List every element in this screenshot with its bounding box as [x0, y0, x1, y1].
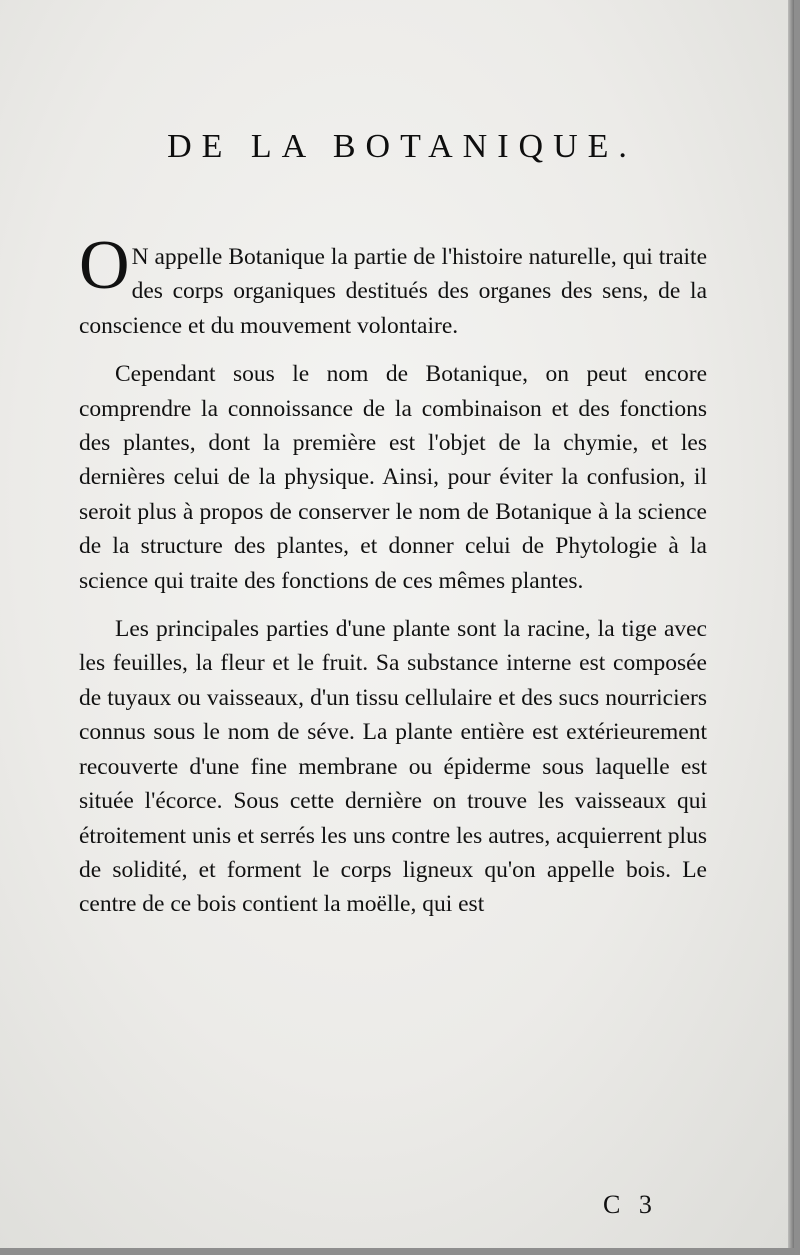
drop-cap: O	[79, 227, 130, 304]
page-title: DE LA BOTANIQUE.	[167, 128, 637, 165]
signature-mark: C 3	[603, 1190, 658, 1219]
paragraph-2: Cependant sous le nom de Botanique, on peut encore comprendre la connoissance de la combinaison et des fonctions des plantes, dont la première est l'objet de la chymie, et les dernières celui de la physique. Ainsi, pour éviter la confusion, il seroit plus à propos de conserver le nom de Botanique à la science de la structure des plantes, et donner celui de Phytologie à la science qui traite des fonctions de ces mêmes plantes.	[79, 361, 707, 594]
paragraph-1-text: N appelle Botanique la partie de l'histoire naturelle, qui traite des corps organiques destitués des organes des sens, de la conscience et du mouvement volontaire.	[79, 244, 707, 339]
paragraph-1	[79, 227, 707, 343]
paragraph-3: Les principales parties d'une plante sont la racine, la tige avec les feuilles, la fleur et le fruit. Sa substance interne est composée de tuyaux ou vaisseaux, d'un tissu cellulaire et des sucs nourriciers connus sous le nom de séve. La plante entière est extérieurement recouverte d'une fine membrane ou épiderme sous laquelle est située l'écorce. Sous cette dernière on trouve les vaisseaux qui étroitement unis et serrés les uns contre les autres, acquierrent plus de solidité, et forment le corps ligneux qu'on appelle bois. Le centre de ce bois contient la moëlle, qui est	[79, 616, 707, 918]
page-body	[79, 227, 707, 922]
